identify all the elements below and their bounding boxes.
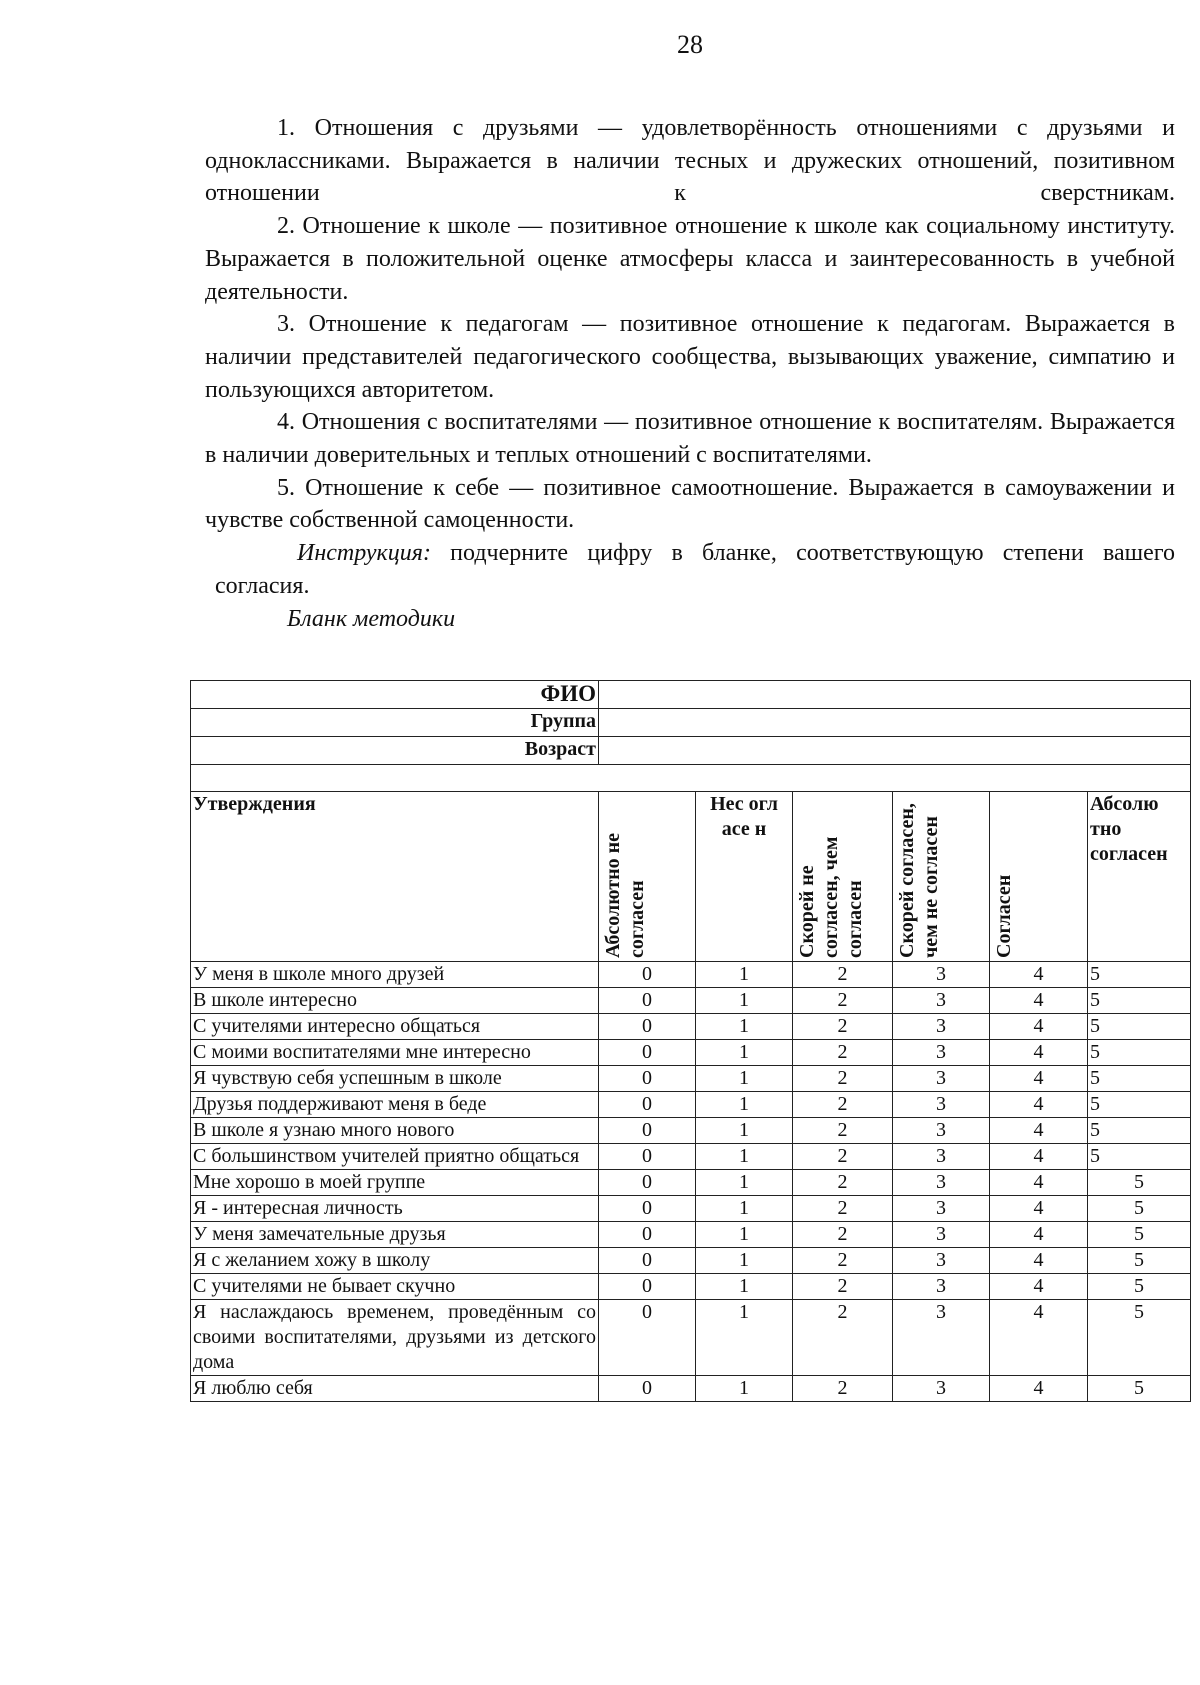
- rating-cell[interactable]: 4: [990, 1144, 1088, 1170]
- fio-row: [191, 681, 1191, 709]
- rating-cell[interactable]: 5: [1088, 1092, 1191, 1118]
- rating-cell[interactable]: 0: [599, 1196, 696, 1222]
- rating-cell[interactable]: 3: [893, 988, 990, 1014]
- group-row: [191, 709, 1191, 737]
- rating-cell[interactable]: 0: [599, 1170, 696, 1196]
- page-number: 28: [677, 30, 703, 59]
- rating-cell[interactable]: 5: [1088, 1040, 1191, 1066]
- header-rather-disagree: [793, 792, 893, 962]
- rating-cell[interactable]: 4: [990, 1248, 1088, 1274]
- rating-cell[interactable]: 3: [893, 1170, 990, 1196]
- statement-cell: С учителями интересно общаться: [191, 1014, 599, 1040]
- table-row: [191, 1144, 1191, 1170]
- header-agree-text: Согласен: [993, 874, 1015, 958]
- fio-label: ФИО: [191, 681, 599, 709]
- rating-cell[interactable]: 1: [696, 1376, 793, 1402]
- statement-cell: В школе интересно: [191, 988, 599, 1014]
- rating-cell[interactable]: 5: [1088, 1196, 1191, 1222]
- rating-cell[interactable]: 1: [696, 1040, 793, 1066]
- paragraph-teachers: 3. Отношение к педагогам — позитивное отношение к педагогам. Выражается в наличии представителей педагогического сообщества, вызывающих уважение, симпатию и пользующихся авторитетом.: [205, 311, 1175, 403]
- statement-rows: [191, 962, 1191, 1402]
- group-field[interactable]: [599, 709, 1191, 737]
- rating-cell[interactable]: 0: [599, 1118, 696, 1144]
- rating-cell[interactable]: 2: [793, 1170, 893, 1196]
- rating-cell[interactable]: 2: [793, 1196, 893, 1222]
- header-agree: [990, 792, 1088, 962]
- rating-cell[interactable]: 3: [893, 1376, 990, 1402]
- header-absolutely-disagree: [599, 792, 696, 962]
- rating-cell[interactable]: 3: [893, 1092, 990, 1118]
- rating-cell[interactable]: 2: [793, 1376, 893, 1402]
- rating-cell[interactable]: 0: [599, 1222, 696, 1248]
- rating-cell[interactable]: 5: [1088, 1300, 1191, 1376]
- paragraph-self: 5. Отношение к себе — позитивное самоотношение. Выражается в самоуважении и чувстве собственной самоценности.: [205, 474, 1175, 534]
- rating-cell[interactable]: 1: [696, 1196, 793, 1222]
- rating-cell[interactable]: 1: [696, 1014, 793, 1040]
- rating-cell[interactable]: 1: [696, 988, 793, 1014]
- rating-cell[interactable]: 3: [893, 1274, 990, 1300]
- rating-cell[interactable]: 5: [1088, 1066, 1191, 1092]
- header-disagree: Нес огл асе н: [696, 792, 793, 962]
- instruction-text: подчерните цифру в бланке, соответствующую степени вашего согласия.: [215, 540, 1175, 599]
- header-rather-agree-text: Скорей согласен, чем не согласен: [896, 803, 942, 958]
- rating-cell[interactable]: 2: [793, 1248, 893, 1274]
- rating-cell[interactable]: 4: [990, 1274, 1088, 1300]
- statement-cell: В школе я узнаю много нового: [191, 1118, 599, 1144]
- table-row: [191, 1376, 1191, 1402]
- table-row: [191, 1066, 1191, 1092]
- rating-cell[interactable]: 0: [599, 988, 696, 1014]
- rating-cell[interactable]: 2: [793, 962, 893, 988]
- statement-cell: С учителями не бывает скучно: [191, 1274, 599, 1300]
- rating-cell[interactable]: 3: [893, 1040, 990, 1066]
- statements-header: Утверждения: [191, 792, 599, 962]
- table-row: [191, 1040, 1191, 1066]
- rating-cell[interactable]: 2: [793, 1118, 893, 1144]
- rating-cell[interactable]: 3: [893, 1014, 990, 1040]
- statement-cell: У меня замечательные друзья: [191, 1222, 599, 1248]
- table-row: [191, 1248, 1191, 1274]
- statement-cell: Друзья поддерживают меня в беде: [191, 1092, 599, 1118]
- rating-cell[interactable]: 1: [696, 1274, 793, 1300]
- table-row: [191, 962, 1191, 988]
- rating-cell[interactable]: 2: [793, 1066, 893, 1092]
- rating-cell[interactable]: 2: [793, 1274, 893, 1300]
- statement-cell: Я наслаждаюсь временем, проведённым со своими воспитателями, друзьями из детского дома: [191, 1300, 599, 1376]
- spacer-cell: [191, 765, 1191, 792]
- table-row: [191, 988, 1191, 1014]
- age-row: [191, 737, 1191, 765]
- rating-cell[interactable]: 1: [696, 1170, 793, 1196]
- rating-cell[interactable]: 1: [696, 962, 793, 988]
- statement-cell: Я чувствую себя успешным в школе: [191, 1066, 599, 1092]
- rating-cell[interactable]: 5: [1088, 962, 1191, 988]
- rating-cell[interactable]: 0: [599, 1040, 696, 1066]
- rating-cell[interactable]: 4: [990, 1066, 1088, 1092]
- rating-cell[interactable]: 4: [990, 1092, 1088, 1118]
- rating-cell[interactable]: 0: [599, 1092, 696, 1118]
- rating-cell[interactable]: 1: [696, 1092, 793, 1118]
- statement-cell: С моими воспитателями мне интересно: [191, 1040, 599, 1066]
- rating-cell[interactable]: 2: [793, 1222, 893, 1248]
- rating-cell[interactable]: 4: [990, 1014, 1088, 1040]
- rating-cell[interactable]: 1: [696, 1248, 793, 1274]
- rating-cell[interactable]: 1: [696, 1066, 793, 1092]
- rating-cell[interactable]: 0: [599, 1376, 696, 1402]
- rating-cell[interactable]: 3: [893, 1222, 990, 1248]
- rating-cell[interactable]: 3: [893, 1196, 990, 1222]
- rating-cell[interactable]: 5: [1088, 1144, 1191, 1170]
- paragraph-caregivers: 4. Отношения с воспитателями — позитивное отношение к воспитателям. Выражается в наличии доверительных и теплых отношений с воспитателями.: [205, 409, 1175, 469]
- body-text: [205, 112, 1175, 635]
- fio-field[interactable]: [599, 681, 1191, 709]
- age-label: Возраст: [191, 737, 599, 765]
- statement-cell: Я - интересная личность: [191, 1196, 599, 1222]
- paragraph-friends: 1. Отношения с друзьями — удовлетворённость отношениями с друзьями и одноклассниками. Выражается в наличии тесных и дружеских отношений, позитивном отношении к сверстникам.: [205, 115, 1175, 207]
- rating-cell[interactable]: 5: [1088, 1222, 1191, 1248]
- statement-cell: Мне хорошо в моей группе: [191, 1170, 599, 1196]
- rating-cell[interactable]: 3: [893, 1066, 990, 1092]
- rating-cell[interactable]: 0: [599, 1300, 696, 1376]
- rating-cell[interactable]: 3: [893, 1144, 990, 1170]
- rating-cell[interactable]: 0: [599, 962, 696, 988]
- rating-cell[interactable]: 4: [990, 962, 1088, 988]
- questionnaire-form: [190, 680, 1191, 1402]
- rating-cell[interactable]: 2: [793, 1144, 893, 1170]
- rating-cell[interactable]: 5: [1088, 988, 1191, 1014]
- table-row: [191, 1300, 1191, 1376]
- rating-cell[interactable]: 1: [696, 1222, 793, 1248]
- rating-cell[interactable]: 4: [990, 1040, 1088, 1066]
- statement-cell: Я люблю себя: [191, 1376, 599, 1402]
- instruction: [205, 537, 1175, 602]
- rating-cell[interactable]: 5: [1088, 1014, 1191, 1040]
- rating-cell[interactable]: 1: [696, 1300, 793, 1376]
- blank-title: Бланк методики: [287, 605, 456, 632]
- rating-cell[interactable]: 3: [893, 1118, 990, 1144]
- rating-cell[interactable]: 4: [990, 1196, 1088, 1222]
- rating-cell[interactable]: 5: [1088, 1274, 1191, 1300]
- rating-cell[interactable]: 5: [1088, 1248, 1191, 1274]
- rating-cell[interactable]: 0: [599, 1274, 696, 1300]
- statement-cell: Я с желанием хожу в школу: [191, 1248, 599, 1274]
- table-row: [191, 1222, 1191, 1248]
- table-row: [191, 1092, 1191, 1118]
- header-absolutely-disagree-text: Абсолютно не согласен: [602, 832, 648, 958]
- table-row: [191, 1196, 1191, 1222]
- rating-cell[interactable]: 3: [893, 962, 990, 988]
- rating-cell[interactable]: 5: [1088, 1170, 1191, 1196]
- statement-cell: У меня в школе много друзей: [191, 962, 599, 988]
- header-absolutely-agree: Абсолю тно согласен: [1088, 792, 1191, 962]
- rating-cell[interactable]: 0: [599, 1066, 696, 1092]
- rating-cell[interactable]: 1: [696, 1118, 793, 1144]
- rating-cell[interactable]: 0: [599, 1248, 696, 1274]
- rating-cell[interactable]: 1: [696, 1144, 793, 1170]
- instruction-label: Инструкция:: [297, 540, 431, 567]
- table-row: [191, 1118, 1191, 1144]
- rating-cell[interactable]: 5: [1088, 1118, 1191, 1144]
- rating-cell[interactable]: 4: [990, 988, 1088, 1014]
- rating-cell[interactable]: 3: [893, 1300, 990, 1376]
- rating-cell[interactable]: 4: [990, 1118, 1088, 1144]
- header-rather-disagree-text: Скорей не согласен, чем согласен: [796, 836, 866, 958]
- rating-cell[interactable]: 2: [793, 1014, 893, 1040]
- table-row: [191, 1274, 1191, 1300]
- spacer-row: [191, 765, 1191, 792]
- rating-cell[interactable]: 2: [793, 1092, 893, 1118]
- rating-cell[interactable]: 0: [599, 1144, 696, 1170]
- rating-cell[interactable]: 0: [599, 1014, 696, 1040]
- rating-cell[interactable]: 4: [990, 1300, 1088, 1376]
- rating-cell[interactable]: 2: [793, 988, 893, 1014]
- statement-cell: С большинством учителей приятно общаться: [191, 1144, 599, 1170]
- paragraph-school: 2. Отношение к школе — позитивное отношение к школе как социальному институту. Выражается в положительной оценке атмосферы класса и заинтересованность в учебной деятельности.: [205, 213, 1175, 305]
- table-row: [191, 1014, 1191, 1040]
- column-header-row: [191, 792, 1191, 962]
- rating-cell[interactable]: 2: [793, 1300, 893, 1376]
- header-rather-agree: [893, 792, 990, 962]
- age-field[interactable]: [599, 737, 1191, 765]
- rating-cell[interactable]: 4: [990, 1222, 1088, 1248]
- rating-cell[interactable]: 2: [793, 1040, 893, 1066]
- table-row: [191, 1170, 1191, 1196]
- group-label: Группа: [191, 709, 599, 737]
- rating-cell[interactable]: 3: [893, 1248, 990, 1274]
- rating-cell[interactable]: 5: [1088, 1376, 1191, 1402]
- rating-cell[interactable]: 4: [990, 1170, 1088, 1196]
- rating-cell[interactable]: 4: [990, 1376, 1088, 1402]
